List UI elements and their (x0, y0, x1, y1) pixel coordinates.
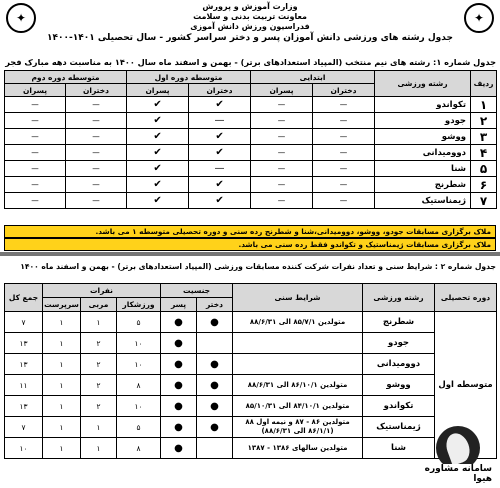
gender-girl-cell: ● (197, 354, 233, 375)
header-boys: پسران (127, 84, 189, 97)
gender-boy-cell: ● (161, 333, 197, 354)
header-girls: دختران (66, 84, 127, 97)
header-motavasete1: متوسطه دوره اول (127, 71, 251, 84)
sport-name: ووشو (375, 129, 471, 145)
sport-name: تکواندو (375, 97, 471, 113)
cell-m2-boys: — (5, 161, 66, 177)
cell-m2-girls: — (66, 145, 127, 161)
age-condition: متولدین ۸۶/۱۰/۱ الی ۸۸/۶/۳۱ (233, 375, 363, 396)
level-cell: متوسطه اول (435, 312, 497, 459)
gender-girl-cell (197, 333, 233, 354)
header-athlete: ورزشکار (117, 298, 161, 312)
gender-boy-cell: ● (161, 375, 197, 396)
cell-ebtedaei-girls: — (313, 177, 375, 193)
header-people: نفرات (43, 284, 161, 298)
header-boy: پسر (161, 298, 197, 312)
header-leader: سرپرست (43, 298, 81, 312)
cell-ebtedaei-girls: — (313, 113, 375, 129)
header-girls: دختران (313, 84, 375, 97)
table-row (5, 145, 497, 161)
total-count: ۷ (5, 417, 43, 438)
gender-girl-cell: ● (197, 312, 233, 333)
cell-m1-girls: ✔ (189, 145, 251, 161)
header-line3: فدراسیون ورزش دانش آموزی (190, 22, 310, 31)
document-title: جدول رشته های ورزشی دانش آموزان پسر و دختر سراسر کشور - سال تحصیلی ۱۴۰۱-۱۴۰۰ (47, 33, 453, 43)
table-row (5, 177, 497, 193)
header-coach: مربی (81, 298, 117, 312)
age-condition: متولدین ۸۴/۱۰/۱ الی ۸۵/۱۰/۳۱ (233, 396, 363, 417)
athlete-count: ۱۰ (117, 396, 161, 417)
header-sport: رشته ورزشی (363, 284, 435, 312)
cell-m2-boys: — (5, 129, 66, 145)
cell-m1-boys: ✔ (127, 161, 189, 177)
gender-girl-cell: ● (197, 396, 233, 417)
table1-note-1: ملاک برگزاری مسابقات جودو، ووشو، دوومیدانی،شنا و شطرنج رده سنی و دوره تحصیلی متوسطه ۱ می باشد. (4, 225, 496, 238)
cell-m1-boys: ✔ (127, 145, 189, 161)
cell-m2-boys: — (5, 113, 66, 129)
total-count: ۱۳ (5, 396, 43, 417)
cell-ebtedaei-boys: — (251, 97, 313, 113)
leader-count: ۱ (43, 312, 81, 333)
leader-count: ۱ (43, 438, 81, 459)
age-condition: متولدین سالهای ۱۳۸۶ - ۱۳۸۷ (233, 438, 363, 459)
cell-m1-girls: ✔ (189, 97, 251, 113)
athlete-count: ۸ (117, 375, 161, 396)
leader-count: ۱ (43, 396, 81, 417)
cell-ebtedaei-boys: — (251, 145, 313, 161)
table-row (5, 193, 497, 209)
table-row (5, 396, 497, 417)
coach-count: ۱ (81, 312, 117, 333)
athlete-count: ۸ (117, 438, 161, 459)
age-condition: متولدین ۸۵/۷/۱ الی ۸۸/۶/۳۱ (233, 312, 363, 333)
cell-ebtedaei-girls: — (313, 129, 375, 145)
leader-count: ۱ (43, 333, 81, 354)
header-boys: پسران (5, 84, 66, 97)
leader-count: ۱ (43, 354, 81, 375)
cell-m2-girls: — (66, 193, 127, 209)
header-motavasete2: متوسطه دوره دوم (5, 71, 127, 84)
header-gender: جنسیت (161, 284, 233, 298)
row-number: ۳ (471, 129, 497, 145)
table-row (5, 113, 497, 129)
federation-logo-icon: ✦ (6, 3, 36, 33)
header-girl: دختر (197, 298, 233, 312)
header-girls: دختران (189, 84, 251, 97)
athlete-count: ۱۰ (117, 333, 161, 354)
row-number: ۵ (471, 161, 497, 177)
table-row (5, 375, 497, 396)
total-count: ۱۱ (5, 375, 43, 396)
cell-ebtedaei-boys: — (251, 113, 313, 129)
cell-m1-boys: ✔ (127, 193, 189, 209)
row-number: ۶ (471, 177, 497, 193)
table1-caption: جدول شماره ۱: رشته های نیم منتخب (المپیاد استعدادهای برتر) - بهمن و اسفند ماه سال ۱۴۰۰ به مناسبت دهه مبارک فجر (5, 57, 496, 67)
row-number: ۴ (471, 145, 497, 161)
table-row (5, 161, 497, 177)
athlete-count: ۱۰ (117, 354, 161, 375)
table-row (5, 312, 497, 333)
age-condition: متولدین ۸۶ - ۸۷ و نیمه اول ۸۸ (۸۶/۱/۱ الی ۸۸/۶/۳۱) (233, 417, 363, 438)
cell-m2-boys: — (5, 193, 66, 209)
cell-m1-girls: ✔ (189, 177, 251, 193)
table-row (5, 129, 497, 145)
cell-ebtedaei-girls: — (313, 161, 375, 177)
leader-count: ۱ (43, 375, 81, 396)
gender-boy-cell: ● (161, 438, 197, 459)
header-boys: پسران (251, 84, 313, 97)
cell-ebtedaei-girls: — (313, 97, 375, 113)
cell-ebtedaei-boys: — (251, 129, 313, 145)
age-condition (233, 354, 363, 375)
document-header (40, 2, 460, 44)
table1-note-2: ملاک برگزاری مسابقات ژیمناستیک و تکواندو فقط رده سنی می باشد. (4, 238, 496, 251)
athlete-count: ۵ (117, 312, 161, 333)
cell-m1-boys: ✔ (127, 97, 189, 113)
athlete-count: ۵ (117, 417, 161, 438)
cell-m2-boys: — (5, 145, 66, 161)
table-row (5, 354, 497, 375)
sport-name: تکواندو (363, 396, 435, 417)
ministry-logo-icon: ✦ (464, 3, 494, 33)
table-row (5, 333, 497, 354)
gender-boy-cell: ● (161, 354, 197, 375)
table2-caption: جدول شماره ۲ : شرایط سنی و تعداد نفرات شرکت کننده مسابقات ورزشی (المپیاد استعدادهای برتر) - بهمن و اسفند ماه ۱۴۰۰ (20, 262, 496, 271)
cell-m2-girls: — (66, 161, 127, 177)
sport-name: شنا (375, 161, 471, 177)
sport-name: شطرنج (375, 177, 471, 193)
cell-ebtedaei-boys: — (251, 193, 313, 209)
cell-m2-girls: — (66, 129, 127, 145)
gender-boy-cell: ● (161, 312, 197, 333)
row-number: ۲ (471, 113, 497, 129)
sport-name: دوومیدانی (375, 145, 471, 161)
table-row (5, 97, 497, 113)
cell-ebtedaei-boys: — (251, 177, 313, 193)
coach-count: ۲ (81, 333, 117, 354)
header-ebtedaei: ابتدایی (251, 71, 375, 84)
cell-m2-girls: — (66, 177, 127, 193)
header-level: دوره تحصیلی (435, 284, 497, 312)
sport-name: ووشو (363, 375, 435, 396)
sport-name: ژیمناستیک (375, 193, 471, 209)
header-line1: وزارت آموزش و پرورش (202, 2, 298, 11)
header-age: شرایط سنی (233, 284, 363, 312)
gender-boy-cell: ● (161, 417, 197, 438)
cell-m1-boys: ✔ (127, 177, 189, 193)
coach-count: ۲ (81, 396, 117, 417)
coach-count: ۲ (81, 375, 117, 396)
gender-girl-cell: ● (197, 375, 233, 396)
cell-m1-girls: — (189, 161, 251, 177)
cell-m2-girls: — (66, 97, 127, 113)
header-total: جمع کل (5, 284, 43, 312)
total-count: ۷ (5, 312, 43, 333)
cell-m1-girls: — (189, 113, 251, 129)
sport-name: شطرنج (363, 312, 435, 333)
coach-count: ۲ (81, 354, 117, 375)
row-number: ۱ (471, 97, 497, 113)
sport-name: ژیمناستیک (363, 417, 435, 438)
cell-ebtedaei-girls: — (313, 145, 375, 161)
total-count: ۱۳ (5, 354, 43, 375)
total-count: ۱۳ (5, 333, 43, 354)
age-condition (233, 333, 363, 354)
header-sport: رشته ورزشی (375, 71, 471, 97)
sport-name: دوومیدانی (363, 354, 435, 375)
cell-m2-boys: — (5, 177, 66, 193)
leader-count: ۱ (43, 417, 81, 438)
coach-count: ۱ (81, 417, 117, 438)
cell-m1-boys: ✔ (127, 129, 189, 145)
sport-name: جودو (375, 113, 471, 129)
cell-m2-girls: — (66, 113, 127, 129)
sports-table (4, 70, 497, 209)
cell-m1-girls: ✔ (189, 193, 251, 209)
header-line2: معاونت تربیت بدنی و سلامت (193, 12, 307, 21)
sport-name: جودو (363, 333, 435, 354)
sport-name: شنا (363, 438, 435, 459)
section-divider (0, 252, 500, 256)
watermark-text: سامانه مشاوره هیوا (414, 464, 494, 484)
cell-m1-boys: ✔ (127, 113, 189, 129)
gender-girl-cell (197, 438, 233, 459)
row-number: ۷ (471, 193, 497, 209)
gender-boy-cell: ● (161, 396, 197, 417)
cell-m2-boys: — (5, 97, 66, 113)
watermark-logo (414, 426, 494, 484)
cell-m1-girls: ✔ (189, 129, 251, 145)
coach-count: ۱ (81, 438, 117, 459)
gender-girl-cell: ● (197, 417, 233, 438)
total-count: ۱۰ (5, 438, 43, 459)
header-radif: ردیف (471, 71, 497, 97)
cell-ebtedaei-girls: — (313, 193, 375, 209)
cell-ebtedaei-boys: — (251, 161, 313, 177)
